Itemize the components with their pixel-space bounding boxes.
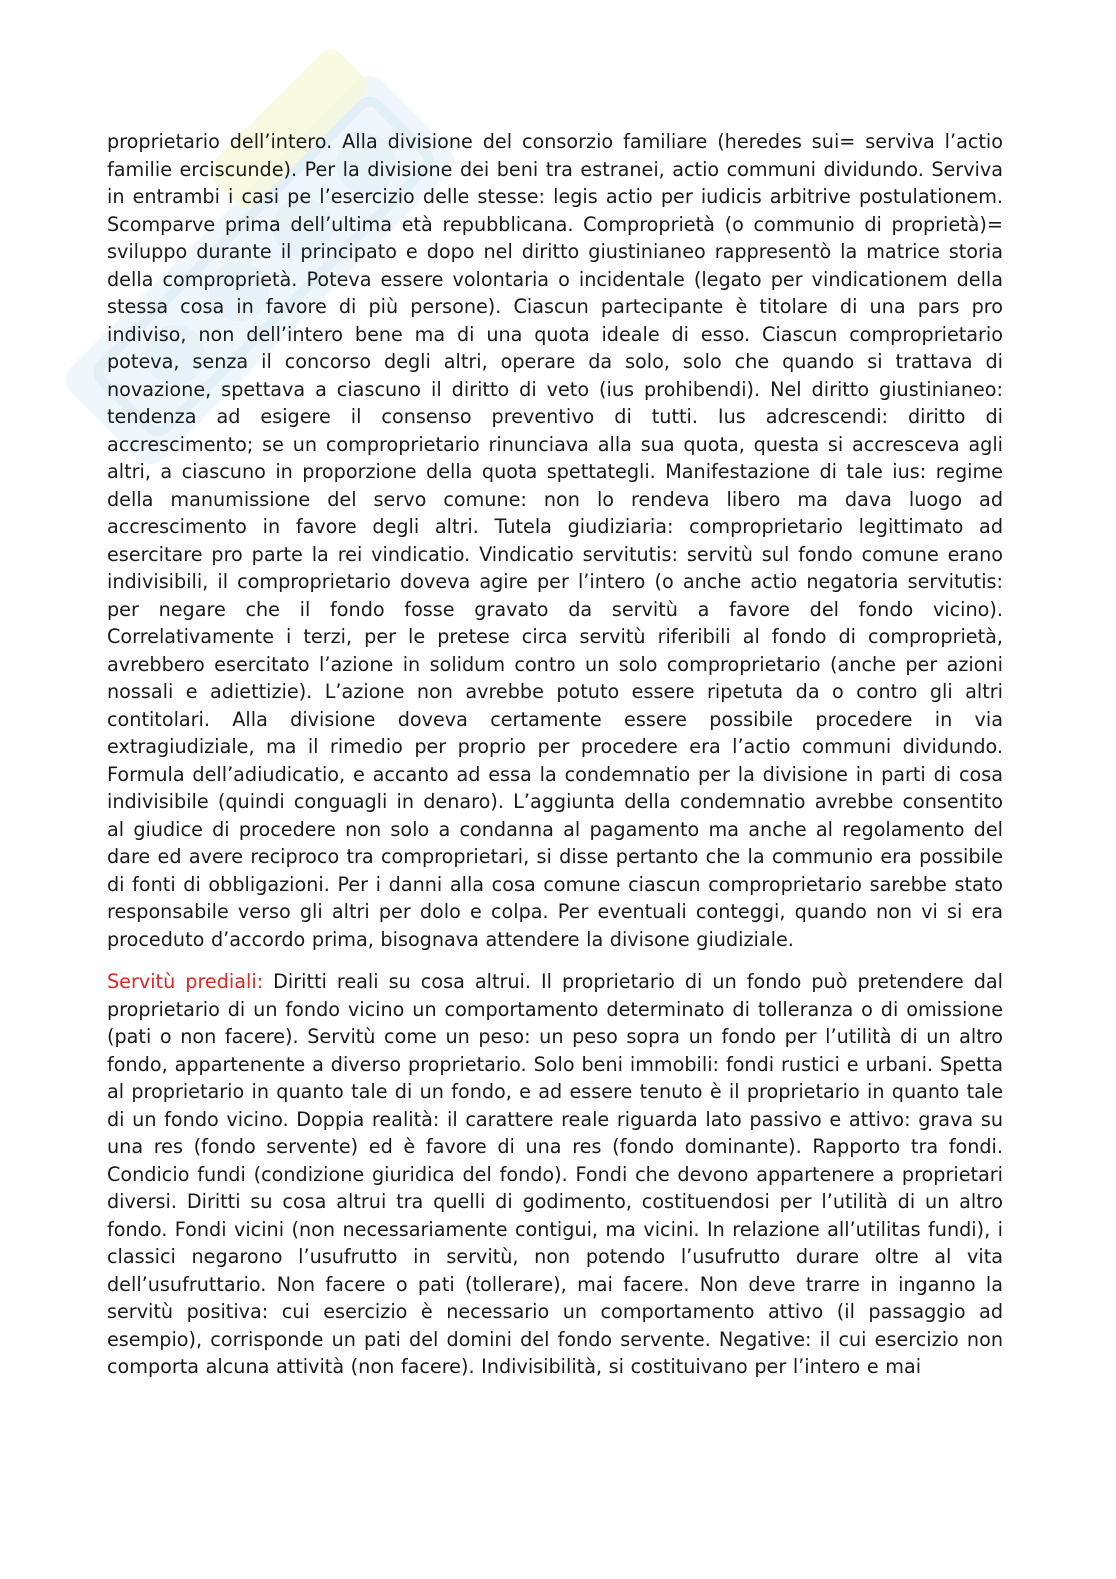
paragraph-communio xyxy=(107,128,1003,953)
paragraph-communio-text: proprietario dell’intero. Alla divisione del consorzio familiare (heredes sui= serviva l’actio familie erciscunde). Per la divisione dei beni tra estranei, actio communi dividundo. Serviva in entrambi i casi pe l’esercizio delle stesse: legis actio per iudicis arbitrive postulationem. Scomparve prima dell’ultima età repubblicana. Comproprietà (o communio di proprietà)= sviluppo durante il principato e dopo nel diritto giustinianeo rappresentò la matrice storia della comproprietà. Poteva essere volontaria o incidentale (legato per vindicationem della stessa cosa in favore di più persone). Ciascun partecipante è titolare di una pars pro indiviso, non dell’intero bene ma di una quota ideale di esso. Ciascun comproprietario poteva, senza il concorso degli altri, operare da solo, solo che quando si trattava di novazione, spettava a ciascuno il diritto di veto (ius prohibendi). Nel diritto giustinianeo: tendenza ad esigere il consenso preventivo di tutti. Ius adcrescendi: diritto di accrescimento; se un comproprietario rinunciava alla sua quota, questa si accresceva agli altri, a ciascuno in proporzione della quota spettategli. Manifestazione di tale ius: regime della manumissione del servo comune: non lo rendeva libero ma dava luogo ad accrescimento in favore degli altri. Tutela giudiziaria: comproprietario legittimato ad esercitare pro parte la rei vindicatio. Vindicatio servitutis: servitù sul fondo comune erano indivisibili, il comproprietario doveva agire per l’intero (o anche actio negatoria servitutis: per negare che il fondo fosse gravato da servitù a favore del fondo vicino). Correlativamente i terzi, per le pretese circa servitù riferibili al fondo di comproprietà, avrebbero esercitato l’azione in solidum contro un solo comproprietario (anche per azioni nossali e adiettizie). L’azione non avrebbe potuto essere ripetuta da o contro gli altri contitolari. Alla divisione doveva certamente essere possibile procedere in via extragiudiziale, ma il rimedio per proprio per procedere era l’actio communi dividundo. Formula dell’adiudicatio, e accanto ad essa la condemnatio per la divisione in parti di cosa indivisibile (quindi conguagli in denaro). L’aggiunta della condemnatio avrebbe consentito al giudice di procedere non solo a condanna al pagamento ma anche al regolamento del dare ed avere reciproco tra comproprietari, si disse pertanto che la communio era possibile di fonti di obbligazioni. Per i danni alla cosa comune ciascun comproprietario sarebbe stato responsabile verso gli altri per dolo e colpa. Per eventuali conteggi, quando non vi si era proceduto d’accordo prima, bisognava attendere la divisone giudiziale. xyxy=(107,130,1003,951)
paragraph-servitu-prediali-text: Diritti reali su cosa altrui. Il proprietario di un fondo può pretendere dal proprietario di un fondo vicino un comportamento determinato di tolleranza o di omissione (pati o non facere). Servitù come un peso: un peso sopra un fondo per l’utilità di un altro fondo, appartenente a diverso proprietario. Solo beni immobili: fondi rustici e urbani. Spetta al proprietario in quanto tale di un fondo, e ad essere tenuto è il proprietario in quanto tale di un fondo vicino. Doppia realità: il carattere reale riguarda lato passivo e attivo: grava su una res (fondo servente) ed è favore di una res (fondo dominante). Rapporto tra fondi. Condicio fundi (condizione giuridica del fondo). Fondi che devono appartenere a proprietari diversi. Diritti su cosa altrui tra quelli di godimento, costituendosi per l’utilità di un altro fondo. Fondi vicini (non necessariamente contigui, ma vicini. In relazione all’utilitas fundi), i classici negarono l’usufrutto in servitù, non potendo l’usufrutto durare oltre al vita dell’usufruttario. Non facere o pati (tollerare), mai facere. Non deve trarre in inganno la servitù positiva: cui esercizio è necessario un comportamento attivo (il passaggio ad esempio), corrisponde un pati del domini del fondo servente. Negative: il cui esercizio non comporta alcuna attività (non facere). Indivisibilità, si costituivano per l’intero e mai xyxy=(107,970,1003,1378)
section-heading-servitu-prediali: Servitù prediali: xyxy=(107,970,264,993)
document-body xyxy=(107,128,1003,1381)
paragraph-servitu-prediali xyxy=(107,968,1003,1381)
